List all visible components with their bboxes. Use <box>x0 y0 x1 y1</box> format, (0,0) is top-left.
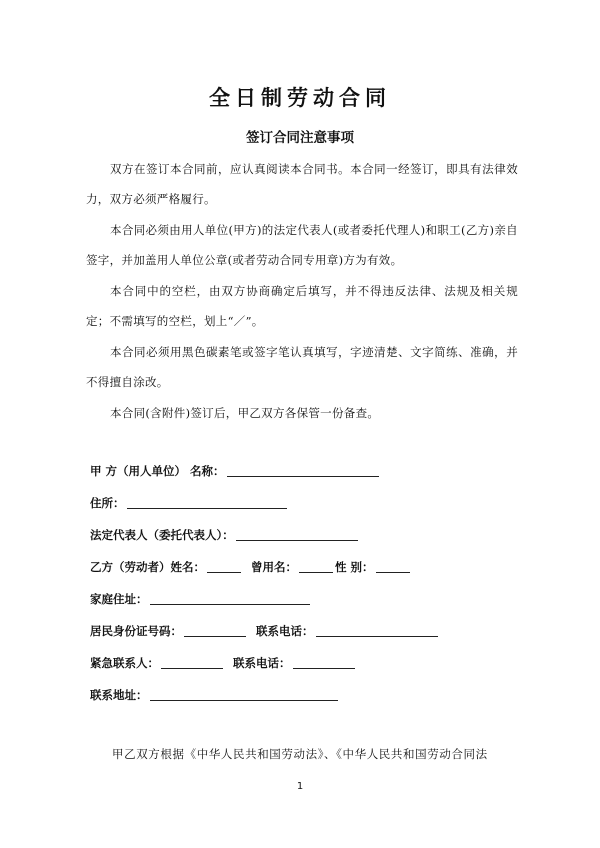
home-address-row <box>90 589 530 621</box>
party-a-label: 甲 方（用人单位） <box>90 464 187 478</box>
id-number-blank[interactable] <box>184 622 246 637</box>
address-label: 住所： <box>90 496 125 510</box>
party-b-row <box>90 557 530 589</box>
former-name-blank[interactable] <box>299 558 333 573</box>
phone-label: 联系电话： <box>256 624 314 638</box>
notes-section <box>86 154 518 429</box>
party-b-name-label: 乙方（劳动者）姓名： <box>90 560 205 574</box>
party-b-name-blank[interactable] <box>207 558 241 573</box>
note-paragraph: 本合同中的空栏，由双方协商确定后填写，并不得违反法律、法规及相关规定；不需填写的空栏，划上“／”。 <box>86 284 518 328</box>
emergency-contact-blank[interactable] <box>161 654 223 669</box>
legal-rep-row <box>90 525 530 557</box>
id-number-label: 居民身份证号码： <box>90 624 182 638</box>
home-address-label: 家庭住址： <box>90 592 148 606</box>
emergency-contact-label: 紧急联系人： <box>90 656 159 670</box>
emergency-phone-blank[interactable] <box>293 654 355 669</box>
contact-address-blank[interactable] <box>150 686 338 701</box>
phone-blank[interactable] <box>316 622 438 637</box>
legal-rep-blank[interactable] <box>236 526 358 541</box>
id-row <box>90 621 530 653</box>
note-paragraph: 本合同(含附件)签订后，甲乙双方各保管一份备查。 <box>110 406 380 420</box>
address-row <box>90 493 530 525</box>
page-number: 1 <box>296 781 304 792</box>
note-paragraph: 本合同必须用黑色碳素笔或签字笔认真填写，字迹清楚、文字简练、准确，并不得擅自涂改。 <box>86 345 518 389</box>
page-title: 全日制劳动合同 <box>209 86 391 110</box>
footer-text: 甲乙双方根据《中华人民共和国劳动法》、《中华人民共和国劳动合同法 <box>112 747 488 761</box>
address-blank[interactable] <box>127 494 287 509</box>
legal-rep-label: 法定代表人（委托代表人）： <box>90 528 234 542</box>
emergency-phone-label: 联系电话： <box>233 656 291 670</box>
section-subtitle: 签订合同注意事项 <box>246 130 354 146</box>
party-a-row <box>90 461 530 493</box>
emergency-row <box>90 653 530 685</box>
contact-address-row <box>90 685 530 717</box>
home-address-blank[interactable] <box>150 590 310 605</box>
gender-blank[interactable] <box>376 558 410 573</box>
party-info-form <box>90 461 530 717</box>
party-a-name-blank[interactable] <box>227 462 379 477</box>
gender-label: 性 别： <box>335 560 374 574</box>
note-paragraph: 双方在签订本合同前，应认真阅读本合同书。本合同一经签订，即具有法律效力，双方必须严格履行。 <box>86 162 518 206</box>
party-a-name-label: 名称： <box>190 464 225 478</box>
note-paragraph: 本合同必须由用人单位(甲方)的法定代表人(或者委托代理人)和职工(乙方)亲自签字，并加盖用人单位公章(或者劳动合同专用章)方为有效。 <box>86 223 518 267</box>
former-name-label: 曾用名： <box>251 560 297 574</box>
contact-address-label: 联系地址： <box>90 688 148 702</box>
